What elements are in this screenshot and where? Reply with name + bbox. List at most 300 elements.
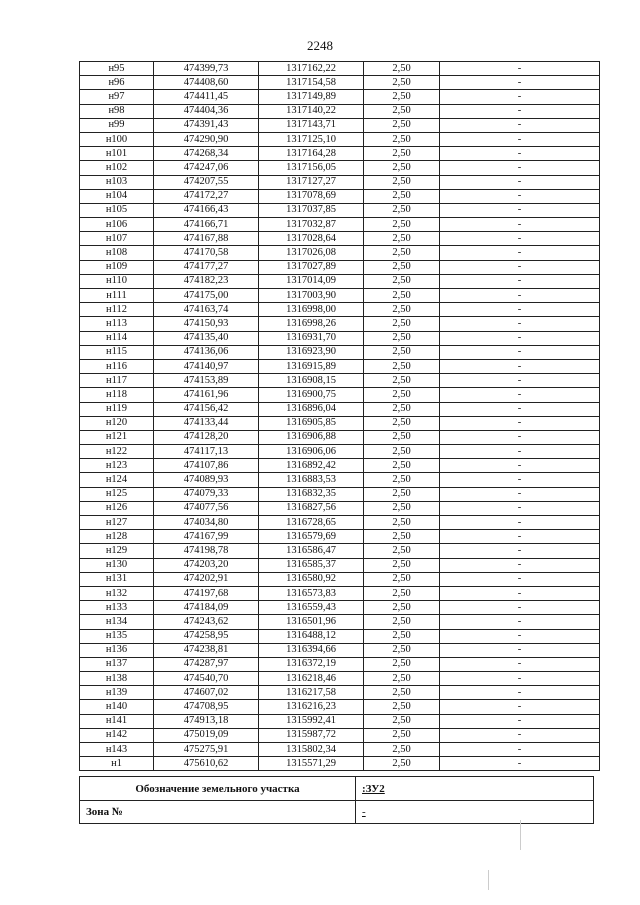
accuracy-cell: 2,50 [364,743,440,757]
y-coordinate-cell: 1317127,27 [259,175,364,189]
x-coordinate-cell: 474203,20 [154,558,259,572]
accuracy-cell: 2,50 [364,232,440,246]
accuracy-cell: 2,50 [364,175,440,189]
note-cell: - [440,232,600,246]
x-coordinate-cell: 474202,91 [154,572,259,586]
x-coordinate-cell: 474290,90 [154,132,259,146]
y-coordinate-cell: 1316906,88 [259,430,364,444]
accuracy-cell: 2,50 [364,161,440,175]
table-row [80,572,600,586]
x-coordinate-cell: 474089,93 [154,473,259,487]
accuracy-cell: 2,50 [364,516,440,530]
x-coordinate-cell: 474184,09 [154,601,259,615]
x-coordinate-cell: 474117,13 [154,445,259,459]
accuracy-cell: 2,50 [364,274,440,288]
y-coordinate-cell: 1315987,72 [259,728,364,742]
y-coordinate-cell: 1317125,10 [259,132,364,146]
point-id-cell: н114 [80,331,154,345]
table-row [80,62,600,76]
y-coordinate-cell: 1317037,85 [259,203,364,217]
y-coordinate-cell: 1316394,66 [259,643,364,657]
accuracy-cell: 2,50 [364,459,440,473]
table-row [80,657,600,671]
y-coordinate-cell: 1317149,89 [259,90,364,104]
x-coordinate-cell: 475275,91 [154,743,259,757]
point-id-cell: н116 [80,359,154,373]
point-id-cell: н97 [80,90,154,104]
note-cell: - [440,388,600,402]
table-row [80,388,600,402]
note-cell: - [440,459,600,473]
accuracy-cell: 2,50 [364,147,440,161]
point-id-cell: н128 [80,530,154,544]
accuracy-cell: 2,50 [364,501,440,515]
x-coordinate-cell: 474133,44 [154,416,259,430]
accuracy-cell: 2,50 [364,402,440,416]
y-coordinate-cell: 1317028,64 [259,232,364,246]
accuracy-cell: 2,50 [364,289,440,303]
y-coordinate-cell: 1317164,28 [259,147,364,161]
table-row [80,586,600,600]
table-row [80,147,600,161]
x-coordinate-cell: 474034,80 [154,516,259,530]
point-id-cell: н110 [80,274,154,288]
y-coordinate-cell: 1315802,34 [259,743,364,757]
point-id-cell: н123 [80,459,154,473]
note-cell: - [440,572,600,586]
x-coordinate-cell: 474391,43 [154,118,259,132]
note-cell: - [440,430,600,444]
y-coordinate-cell: 1317156,05 [259,161,364,175]
y-coordinate-cell: 1316585,37 [259,558,364,572]
point-id-cell: н127 [80,516,154,530]
designation-label: Обозначение земельного участка [80,777,356,801]
point-id-cell: н102 [80,161,154,175]
y-coordinate-cell: 1316905,85 [259,416,364,430]
note-cell: - [440,743,600,757]
point-id-cell: н140 [80,700,154,714]
zone-value: - [356,801,594,824]
note-cell: - [440,672,600,686]
y-coordinate-cell: 1316896,04 [259,402,364,416]
x-coordinate-cell: 474607,02 [154,686,259,700]
accuracy-cell: 2,50 [364,260,440,274]
accuracy-cell: 2,50 [364,572,440,586]
note-cell: - [440,132,600,146]
x-coordinate-cell: 474243,62 [154,615,259,629]
point-id-cell: н135 [80,629,154,643]
accuracy-cell: 2,50 [364,558,440,572]
note-cell: - [440,175,600,189]
table-row [80,686,600,700]
note-cell: - [440,147,600,161]
x-coordinate-cell: 474153,89 [154,374,259,388]
x-coordinate-cell: 474913,18 [154,714,259,728]
accuracy-cell: 2,50 [364,76,440,90]
note-cell: - [440,530,600,544]
x-coordinate-cell: 474268,34 [154,147,259,161]
x-coordinate-cell: 475610,62 [154,757,259,771]
point-id-cell: н130 [80,558,154,572]
coordinates-table [79,61,600,771]
y-coordinate-cell: 1316501,96 [259,615,364,629]
accuracy-cell: 2,50 [364,132,440,146]
table-row [80,260,600,274]
table-row [80,430,600,444]
point-id-cell: н136 [80,643,154,657]
y-coordinate-cell: 1316827,56 [259,501,364,515]
table-row [80,728,600,742]
accuracy-cell: 2,50 [364,757,440,771]
table-row [80,189,600,203]
y-coordinate-cell: 1317140,22 [259,104,364,118]
point-id-cell: н106 [80,218,154,232]
point-id-cell: н141 [80,714,154,728]
y-coordinate-cell: 1316906,06 [259,445,364,459]
y-coordinate-cell: 1316372,19 [259,657,364,671]
x-coordinate-cell: 474170,58 [154,246,259,260]
y-coordinate-cell: 1316559,43 [259,601,364,615]
x-coordinate-cell: 474150,93 [154,317,259,331]
note-cell: - [440,686,600,700]
point-id-cell: н117 [80,374,154,388]
note-cell: - [440,416,600,430]
table-row [80,218,600,232]
x-coordinate-cell: 474167,88 [154,232,259,246]
note-cell: - [440,161,600,175]
table-row [80,416,600,430]
y-coordinate-cell: 1316832,35 [259,487,364,501]
x-coordinate-cell: 474287,97 [154,657,259,671]
y-coordinate-cell: 1316923,90 [259,345,364,359]
table-row [80,289,600,303]
accuracy-cell: 2,50 [364,473,440,487]
table-row [80,672,600,686]
y-coordinate-cell: 1317143,71 [259,118,364,132]
x-coordinate-cell: 474128,20 [154,430,259,444]
x-coordinate-cell: 474247,06 [154,161,259,175]
note-cell: - [440,90,600,104]
table-row [80,402,600,416]
table-row [80,104,600,118]
table-row [80,246,600,260]
point-id-cell: н96 [80,76,154,90]
x-coordinate-cell: 474182,23 [154,274,259,288]
table-row [80,530,600,544]
coordinates-table-body [80,62,600,771]
y-coordinate-cell: 1316998,26 [259,317,364,331]
y-coordinate-cell: 1317014,09 [259,274,364,288]
accuracy-cell: 2,50 [364,728,440,742]
note-cell: - [440,629,600,643]
accuracy-cell: 2,50 [364,430,440,444]
point-id-cell: н124 [80,473,154,487]
table-row [80,161,600,175]
accuracy-cell: 2,50 [364,218,440,232]
point-id-cell: н100 [80,132,154,146]
note-cell: - [440,289,600,303]
y-coordinate-cell: 1317003,90 [259,289,364,303]
note-cell: - [440,374,600,388]
note-cell: - [440,274,600,288]
x-coordinate-cell: 474708,95 [154,700,259,714]
x-coordinate-cell: 474136,06 [154,345,259,359]
point-id-cell: н134 [80,615,154,629]
note-cell: - [440,728,600,742]
accuracy-cell: 2,50 [364,700,440,714]
y-coordinate-cell: 1315571,29 [259,757,364,771]
y-coordinate-cell: 1316915,89 [259,359,364,373]
zone-label: Зона № [80,801,356,824]
table-row [80,359,600,373]
table-row [80,487,600,501]
x-coordinate-cell: 474540,70 [154,672,259,686]
note-cell: - [440,501,600,515]
accuracy-cell: 2,50 [364,118,440,132]
table-row [80,459,600,473]
point-id-cell: н103 [80,175,154,189]
note-cell: - [440,700,600,714]
point-id-cell: н112 [80,303,154,317]
note-cell: - [440,473,600,487]
point-id-cell: н132 [80,586,154,600]
y-coordinate-cell: 1316580,92 [259,572,364,586]
note-cell: - [440,487,600,501]
accuracy-cell: 2,50 [364,104,440,118]
accuracy-cell: 2,50 [364,530,440,544]
y-coordinate-cell: 1316488,12 [259,629,364,643]
x-coordinate-cell: 474408,60 [154,76,259,90]
y-coordinate-cell: 1316573,83 [259,586,364,600]
table-row [80,90,600,104]
point-id-cell: н139 [80,686,154,700]
note-cell: - [440,516,600,530]
point-id-cell: н98 [80,104,154,118]
table-row [80,757,600,771]
point-id-cell: н126 [80,501,154,515]
note-cell: - [440,359,600,373]
table-row [80,76,600,90]
accuracy-cell: 2,50 [364,586,440,600]
note-cell: - [440,714,600,728]
note-cell: - [440,558,600,572]
accuracy-cell: 2,50 [364,714,440,728]
point-id-cell: н119 [80,402,154,416]
note-cell: - [440,657,600,671]
table-row [80,629,600,643]
point-id-cell: н122 [80,445,154,459]
designation-value: :ЗУ2 [356,777,594,801]
x-coordinate-cell: 474140,97 [154,359,259,373]
table-row [80,501,600,515]
x-coordinate-cell: 475019,09 [154,728,259,742]
table-row [80,643,600,657]
note-cell: - [440,331,600,345]
y-coordinate-cell: 1317154,58 [259,76,364,90]
accuracy-cell: 2,50 [364,374,440,388]
note-cell: - [440,757,600,771]
point-id-cell: н129 [80,544,154,558]
parcel-footer-table [79,776,594,824]
point-id-cell: н1 [80,757,154,771]
accuracy-cell: 2,50 [364,629,440,643]
accuracy-cell: 2,50 [364,601,440,615]
x-coordinate-cell: 474167,99 [154,530,259,544]
x-coordinate-cell: 474163,74 [154,303,259,317]
scan-mark [520,820,521,850]
y-coordinate-cell: 1316883,53 [259,473,364,487]
table-row [80,374,600,388]
accuracy-cell: 2,50 [364,90,440,104]
table-row [80,601,600,615]
note-cell: - [440,402,600,416]
x-coordinate-cell: 474166,71 [154,218,259,232]
accuracy-cell: 2,50 [364,487,440,501]
note-cell: - [440,246,600,260]
accuracy-cell: 2,50 [364,388,440,402]
note-cell: - [440,615,600,629]
x-coordinate-cell: 474177,27 [154,260,259,274]
x-coordinate-cell: 474077,56 [154,501,259,515]
y-coordinate-cell: 1316998,00 [259,303,364,317]
point-id-cell: н137 [80,657,154,671]
accuracy-cell: 2,50 [364,331,440,345]
accuracy-cell: 2,50 [364,615,440,629]
y-coordinate-cell: 1316579,69 [259,530,364,544]
table-row [80,118,600,132]
page-number: 2248 [307,38,333,53]
accuracy-cell: 2,50 [364,303,440,317]
x-coordinate-cell: 474172,27 [154,189,259,203]
accuracy-cell: 2,50 [364,686,440,700]
y-coordinate-cell: 1316218,46 [259,672,364,686]
point-id-cell: н125 [80,487,154,501]
note-cell: - [440,118,600,132]
note-cell: - [440,345,600,359]
accuracy-cell: 2,50 [364,203,440,217]
note-cell: - [440,203,600,217]
y-coordinate-cell: 1316216,23 [259,700,364,714]
x-coordinate-cell: 474404,36 [154,104,259,118]
table-row [80,232,600,246]
x-coordinate-cell: 474411,45 [154,90,259,104]
accuracy-cell: 2,50 [364,62,440,76]
note-cell: - [440,643,600,657]
note-cell: - [440,104,600,118]
x-coordinate-cell: 474258,95 [154,629,259,643]
accuracy-cell: 2,50 [364,416,440,430]
table-row [80,345,600,359]
table-row [80,516,600,530]
note-cell: - [440,62,600,76]
note-cell: - [440,218,600,232]
zone-row [80,801,594,824]
accuracy-cell: 2,50 [364,445,440,459]
accuracy-cell: 2,50 [364,657,440,671]
table-row [80,331,600,345]
note-cell: - [440,260,600,274]
point-id-cell: н143 [80,743,154,757]
point-id-cell: н142 [80,728,154,742]
y-coordinate-cell: 1316908,15 [259,374,364,388]
accuracy-cell: 2,50 [364,317,440,331]
table-row [80,714,600,728]
point-id-cell: н111 [80,289,154,303]
note-cell: - [440,317,600,331]
note-cell: - [440,586,600,600]
note-cell: - [440,601,600,615]
note-cell: - [440,544,600,558]
x-coordinate-cell: 474107,86 [154,459,259,473]
note-cell: - [440,76,600,90]
y-coordinate-cell: 1315992,41 [259,714,364,728]
x-coordinate-cell: 474079,33 [154,487,259,501]
y-coordinate-cell: 1316217,58 [259,686,364,700]
y-coordinate-cell: 1316900,75 [259,388,364,402]
accuracy-cell: 2,50 [364,189,440,203]
point-id-cell: н99 [80,118,154,132]
point-id-cell: н105 [80,203,154,217]
y-coordinate-cell: 1317162,22 [259,62,364,76]
note-cell: - [440,303,600,317]
table-row [80,615,600,629]
y-coordinate-cell: 1316728,65 [259,516,364,530]
point-id-cell: н108 [80,246,154,260]
table-row [80,274,600,288]
point-id-cell: н107 [80,232,154,246]
note-cell: - [440,445,600,459]
y-coordinate-cell: 1317026,08 [259,246,364,260]
point-id-cell: н138 [80,672,154,686]
accuracy-cell: 2,50 [364,359,440,373]
point-id-cell: н109 [80,260,154,274]
x-coordinate-cell: 474161,96 [154,388,259,402]
point-id-cell: н118 [80,388,154,402]
scan-mark [488,870,489,890]
table-row [80,175,600,189]
accuracy-cell: 2,50 [364,672,440,686]
point-id-cell: н131 [80,572,154,586]
x-coordinate-cell: 474166,43 [154,203,259,217]
table-row [80,132,600,146]
x-coordinate-cell: 474207,55 [154,175,259,189]
point-id-cell: н133 [80,601,154,615]
table-row [80,700,600,714]
x-coordinate-cell: 474156,42 [154,402,259,416]
table-row [80,544,600,558]
accuracy-cell: 2,50 [364,544,440,558]
y-coordinate-cell: 1316931,70 [259,331,364,345]
x-coordinate-cell: 474197,68 [154,586,259,600]
accuracy-cell: 2,50 [364,345,440,359]
point-id-cell: н121 [80,430,154,444]
table-row [80,743,600,757]
y-coordinate-cell: 1317032,87 [259,218,364,232]
y-coordinate-cell: 1316892,42 [259,459,364,473]
table-row [80,303,600,317]
table-row [80,558,600,572]
point-id-cell: н101 [80,147,154,161]
x-coordinate-cell: 474175,00 [154,289,259,303]
point-id-cell: н104 [80,189,154,203]
table-row [80,317,600,331]
point-id-cell: н113 [80,317,154,331]
y-coordinate-cell: 1317027,89 [259,260,364,274]
x-coordinate-cell: 474238,81 [154,643,259,657]
x-coordinate-cell: 474135,40 [154,331,259,345]
y-coordinate-cell: 1316586,47 [259,544,364,558]
table-row [80,203,600,217]
